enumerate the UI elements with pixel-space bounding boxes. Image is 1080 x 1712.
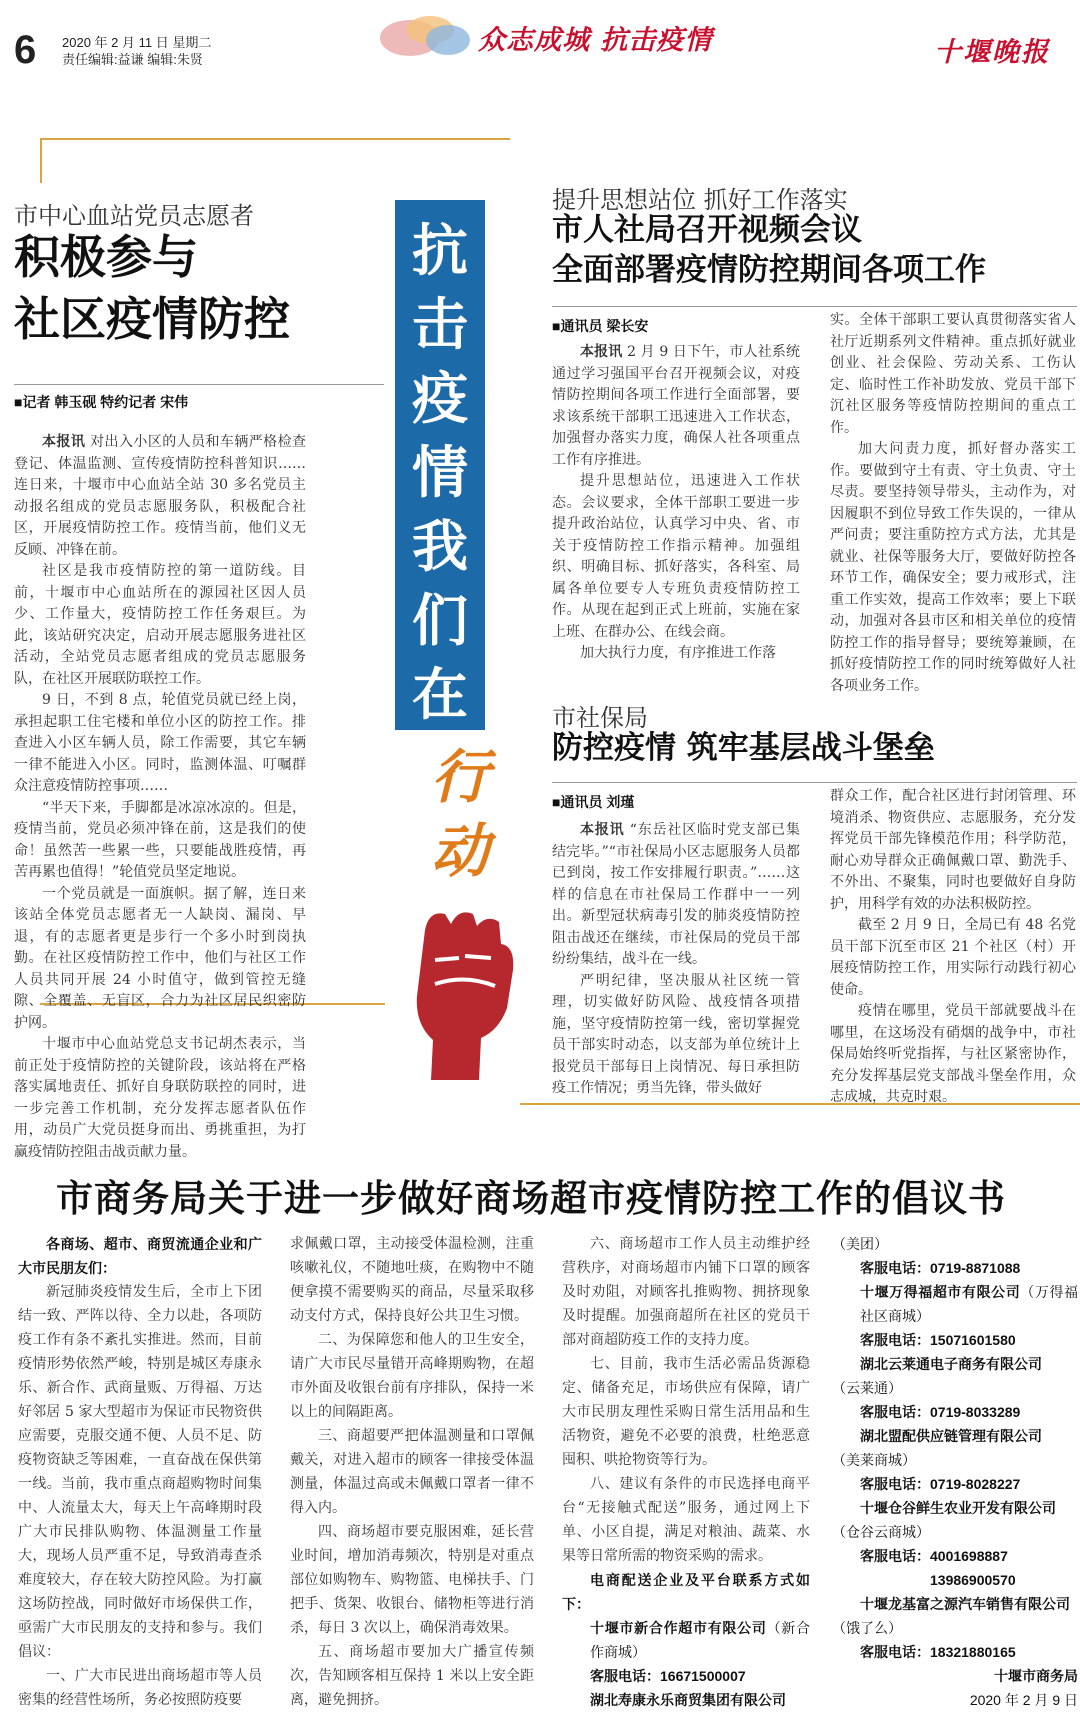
divider-line xyxy=(14,384,384,385)
contact-phone: 客服电话：16671500007 xyxy=(590,1668,746,1684)
ecommerce-heading: 电商配送企业及平台联系方式如下： xyxy=(562,1572,810,1612)
article2-col2 xyxy=(830,310,1076,694)
contact-alias: （仓谷云商城） xyxy=(832,1524,930,1540)
article1-title-line1: 积极参与 xyxy=(14,230,198,284)
divider-line xyxy=(40,138,42,183)
article3-paragraph: “东岳社区临时党支部已集结完毕。”“市社保局小区志愿服务人员都已到岗，按工作安排履行职责。”……这样的信息在市社保局工作群中一一列出。新型冠状病毒引发的肺炎疫情防控阻击战还在继续，市社保局的党员干部纷纷集结，战斗在一线。 xyxy=(552,822,800,967)
proposal-paragraph: 四、商场超市要克服困难，延长营业时间，增加消毒频次，特别是对重点部位如购物车、购物篮、电梯扶手、门把手、货架、收银台、储物柜等进行消杀，每日 3 次以上，确保消毒效果。 xyxy=(290,1524,534,1636)
article2-col1 xyxy=(552,342,801,661)
contact-company: 十堰仓谷鲜生农业开发有限公司 xyxy=(860,1500,1056,1516)
article2-paragraph: 加大执行力度，有序推进工作落 xyxy=(580,645,776,661)
divider-line xyxy=(40,138,510,140)
proposal-col1 xyxy=(18,1232,262,1708)
article3-byline: ■通讯员 刘瑾 xyxy=(552,794,635,810)
article1-paragraph: 十堰市中心血站党总支书记胡杰表示，当前正处于疫情防控的关键阶段，该站将在严格落实属地责任、抓好自身联防联控的同时，进一步完善工作机制，充分发挥志愿者队伍作用，动员广大党员挺身而出、勇挑重担，为打赢疫情防控阻击战贡献力量。 xyxy=(14,1036,306,1160)
article1-paragraph: 9 日，不到 8 点，轮值党员就已经上岗，承担起职工住宅楼和单位小区的防控工作。排查进入小区车辆人员，除工作需要，其它车辆一律不能进入小区。同时，监测体温、叮嘱群众注意疫情防控事项…… xyxy=(14,692,306,794)
article1-lead: 本报讯 xyxy=(42,434,86,450)
raised-fist-illustration xyxy=(395,900,525,1080)
vertical-title-accent: 行动 xyxy=(430,743,489,885)
article3-paragraph: 疫情在哪里，党员干部就要战斗在哪里，在这场没有硝烟的战争中，市社保局始终听党指挥，与社区紧密协作，充分发挥基层党支部战斗堡垒作用，众志成城，共克时艰。 xyxy=(830,1003,1076,1105)
header-date-block xyxy=(62,34,211,68)
article2-title-line1: 市人社局召开视频会议 xyxy=(552,212,862,248)
article2-paragraph: 实。全体干部职工要认真贯彻落实省人社厅近期系列文件精神。重点抓好就业创业、社会保险、劳动关系、工伤认定、临时性工作补助发放、党员干部下沉社区服务等疫情防控期间的重点工作。 xyxy=(830,312,1076,436)
proposal-col4 xyxy=(832,1232,1079,1708)
article2-paragraph: 2 月 9 日下午，市人社系统通过学习强国平台召开视频会议，对疫情防控期间各项工作进行全面部署，要求该系统干部职工迅速进入工作状态，加强督办落实力度，确保人社各项重点工作有序推进。 xyxy=(552,344,801,468)
proposal-paragraph: 八、建议有条件的市民选择电商平台“无接触式配送”服务，通过网上下单、小区自提，满足对粮油、蔬菜、水果等日常所需的物资采购的需求。 xyxy=(562,1476,810,1564)
article1-paragraph: 社区是我市疫情防控的第一道防线。目前，十堰市中心血站所在的源园社区因人员少、工作量大，疫情防控工作任务艰巨。为此，该站研究决定，启动开展志愿服务进社区活动，全站党员志愿者组成的党员志愿服务队，在社区开展联防联控工作。 xyxy=(14,563,306,687)
page-number: 6 xyxy=(14,28,37,72)
article1-byline: ■记者 韩玉砚 特约记者 宋伟 xyxy=(14,394,189,410)
contact-phone: 客服电话：0719-8028227 xyxy=(860,1476,1021,1492)
proposal-salutation: 各商场、超市、商贸流通企业和广大市民朋友们： xyxy=(18,1236,262,1276)
divider-line xyxy=(552,306,1077,307)
proposal-paragraph: 一、广大市民进出商场超市等人员密集的经营性场所，务必按照防疫要 xyxy=(18,1668,262,1708)
article3-col1 xyxy=(552,820,800,1100)
proposal-paragraph: 七、目前，我市生活必需品货源稳定、储备充足，市场供应有保障，请广大市民朋友理性采购日常生活用品和生活物资，避免不必要的浪费，杜绝恶意囤积、哄抢物资等行为。 xyxy=(562,1356,810,1468)
divider-line xyxy=(552,782,1077,783)
contact-company: 湖北寿康永乐商贸集团有限公司 xyxy=(590,1692,786,1708)
contact-company: 湖北云莱通电子商务有限公司 xyxy=(860,1356,1042,1372)
proposal-col2 xyxy=(290,1232,534,1708)
article1-title xyxy=(14,226,290,350)
article2-title-line2: 全面部署疫情防控期间各项工作 xyxy=(552,252,986,288)
contact-alias: （美团） xyxy=(832,1236,888,1252)
signature-date: 2020 年 2 月 9 日 xyxy=(969,1692,1078,1708)
article1-paragraph: 对出入小区的人员和车辆严格检查登记、体温监测、宣传疫情防控科普知识……连日来，十堰市中心血站全站 30 多名党员主动报名组成的党员志愿服务队，积极配合社区，开展疫情防控工作。疫情当前，他们义无反顾、冲锋在前。 xyxy=(14,434,307,558)
contact-phone: 客服电话：0719-8033289 xyxy=(860,1404,1021,1420)
contact-company: 十堰市新合作超市有限公司（新合作商城） xyxy=(590,1620,811,1660)
contact-phone: 客服电话：15071601580 xyxy=(860,1332,1016,1348)
article1-title-line2: 社区疫情防控 xyxy=(14,292,290,346)
article2-title xyxy=(552,210,986,290)
article2-subtitle: 提升思想站位 抓好工作落实 xyxy=(552,186,848,214)
issue-date: 2020 年 2 月 11 日 星期二 xyxy=(62,35,212,50)
contact-alias: （美莱商城） xyxy=(832,1452,916,1468)
article3-title: 防控疫情 筑牢基层战斗堡垒 xyxy=(552,730,935,766)
article3-paragraph: 截至 2 月 9 日，全局已有 48 名党员干部下沉至市区 21 个社区（村）开展疫情防控工作，用实际行动践行初心使命。 xyxy=(830,917,1076,998)
proposal-col3 xyxy=(562,1232,811,1708)
article2-lead: 本报讯 xyxy=(580,344,623,360)
article3-col2 xyxy=(830,786,1076,1105)
proposal-paragraph: 求佩戴口罩，主动接受体温检测，注重咳嗽礼仪，不随地吐痰，在购物中不随便拿摸不需要购买的商品，尽量采取移动支付方式，保持良好公共卫生习惯。 xyxy=(290,1236,534,1324)
proposal-paragraph: 三、商超要严把体温测量和口罩佩戴关，对进入超市的顾客一律接受体温测量，体温过高或未佩戴口罩者一律不得入内。 xyxy=(290,1428,534,1516)
contact-alias: （饿了么） xyxy=(832,1620,902,1636)
vertical-title: 抗击疫情我们在 xyxy=(412,218,468,728)
article3-paragraph: 严明纪律，坚决服从社区统一管理，切实做好防风险、战疫情各项措施，坚守疫情防控第一线，密切掌握党员干部实时动态，以支部为单位统计上报党员干部每日上岗情况、每日承担防疫工作情况；勇当先锋，带头做好 xyxy=(552,972,800,1096)
article1-paragraph: 一个党员就是一面旗帜。据了解，连日来该站全体党员志愿者无一人缺岗、漏岗、早退，有的志愿者更是步行一个多小时到岗执勤。在社区疫情防控工作中，他们与社区工作人员共同开展 24 小时值守，做到管控无缝隙、全覆盖、无盲区，合力为社区居民织密防护网。 xyxy=(14,885,306,1031)
proposal-title: 市商务局关于进一步做好商场超市疫情防控工作的倡议书 xyxy=(56,1176,1006,1220)
article3-subtitle: 市社保局 xyxy=(552,704,648,732)
proposal-paragraph: 二、为保障您和他人的卫生安全，请广大市民尽量错开高峰期购物，在超市外面及收银台前有序排队，保持一米以上的间隔距离。 xyxy=(290,1332,534,1420)
contact-phone: 客服电话：18321880165 xyxy=(860,1644,1016,1660)
contact-phone: 13986900570 xyxy=(930,1572,1016,1588)
article2-byline: ■通讯员 梁长安 xyxy=(552,318,649,334)
contact-company: 十堰龙基富之源汽车销售有限公司 xyxy=(860,1596,1070,1612)
signature-org: 十堰市商务局 xyxy=(994,1668,1078,1684)
article2-paragraph: 加大问责力度，抓好督办落实工作。要做到守土有责、守土负责、守土尽责。要坚持领导带头，主动作为，对因履职不到位导致工作失误的，一律从严问责；要注重防控方式方法，尤其是就业、社保等服务大厅，要做好防控各环节工作，确保安全；要力戒形式，注重工作实效，提高工作效率；要上下联动，加强对各县市区和相关单位的疫情防控工作的指导督导；要统筹兼顾，在抓好疫情防控工作的同时统筹做好人社各项业务工作。 xyxy=(830,441,1076,694)
article1-subtitle: 市中心血站党员志愿者 xyxy=(14,202,254,230)
proposal-paragraph: 五、商场超市要加大广播宣传频次，告知顾客相互保持 1 米以上安全距离，避免拥挤。 xyxy=(290,1644,534,1708)
article3-paragraph: 群众工作，配合社区进行封闭管理、环境消杀、物资供应、志愿服务，充分发挥党员干部先锋模范作用；科学防范，耐心劝导群众正确佩戴口罩、勤洗手、不外出、不聚集，同时也要做好自身防护，用科学有效的办法积极防控。 xyxy=(830,788,1076,912)
contact-alias: （云莱通） xyxy=(832,1380,902,1396)
article3-lead: 本报讯 xyxy=(580,822,625,838)
editors: 责任编辑:益谦 编辑:朱贤 xyxy=(62,52,203,67)
proposal-paragraph: 六、商场超市工作人员主动维护经营秩序，对商场超市内铺下口罩的顾客及时劝阻，对顾客扎推购物、拥挤现象及时提醒。加强商超所在社区的党员干部对商超防疫工作的支持力度。 xyxy=(562,1236,810,1348)
article1-body xyxy=(14,432,307,1160)
article1-paragraph: “半天下来，手脚都是冰凉冰凉的。但是，疫情当前，党员必须冲锋在前，这是我们的使命！虽然苦一些累一些，只要能战胜疫情，再苦再累也值得！”轮值党员坚定地说。 xyxy=(14,799,306,880)
contact-phone: 客服电话：4001698887 xyxy=(860,1548,1008,1564)
contact-company: 十堰万得福超市有限公司（万得福社区商城） xyxy=(860,1284,1079,1324)
article2-paragraph: 提升思想站位，迅速进入工作状态。会议要求，全体干部职工要进一步提升政治站位，认真学习中央、省、市关于疫情防控工作指示精神。加强组织、明确目标、抓好落实，各科室、局属各单位要专人专班负责疫情防控工作。从现在起到正式上班前，实施在家上班、在群办公、在线会商。 xyxy=(552,473,800,640)
masthead-logo: 十堰晚报 xyxy=(934,37,1050,68)
contact-company: 湖北盟配供应链管理有限公司 xyxy=(860,1428,1042,1444)
banner-slogan: 众志成城 抗击疫情 xyxy=(478,25,713,56)
proposal-paragraph: 新冠肺炎疫情发生后，全市上下团结一致、严阵以待、全力以赴，各项防疫工作有条不紊扎实推进。然而，目前疫情形势依然严峻，特别是城区寿康永乐、新合作、武商量贩、万得福、万达好邻居 5 家大型超市为保证市民物资供应需要，克服交通不便、人员不足、防疫物资缺乏等困难，一直奋战在保供第一线。当前，我市重点商超购物时间集中、人流量太大，每天上午高峰期时段广大市民排队购物、体温测量工作量大，现场人员严重不足，导致消毒查杀难度较大，存在较大防控风险。为打赢这场防控战，同时做好市场保供工作，亟需广大市民朋友的支持和参与。我们倡议： xyxy=(18,1284,262,1660)
contact-phone: 客服电话：0719-8871088 xyxy=(860,1260,1021,1276)
